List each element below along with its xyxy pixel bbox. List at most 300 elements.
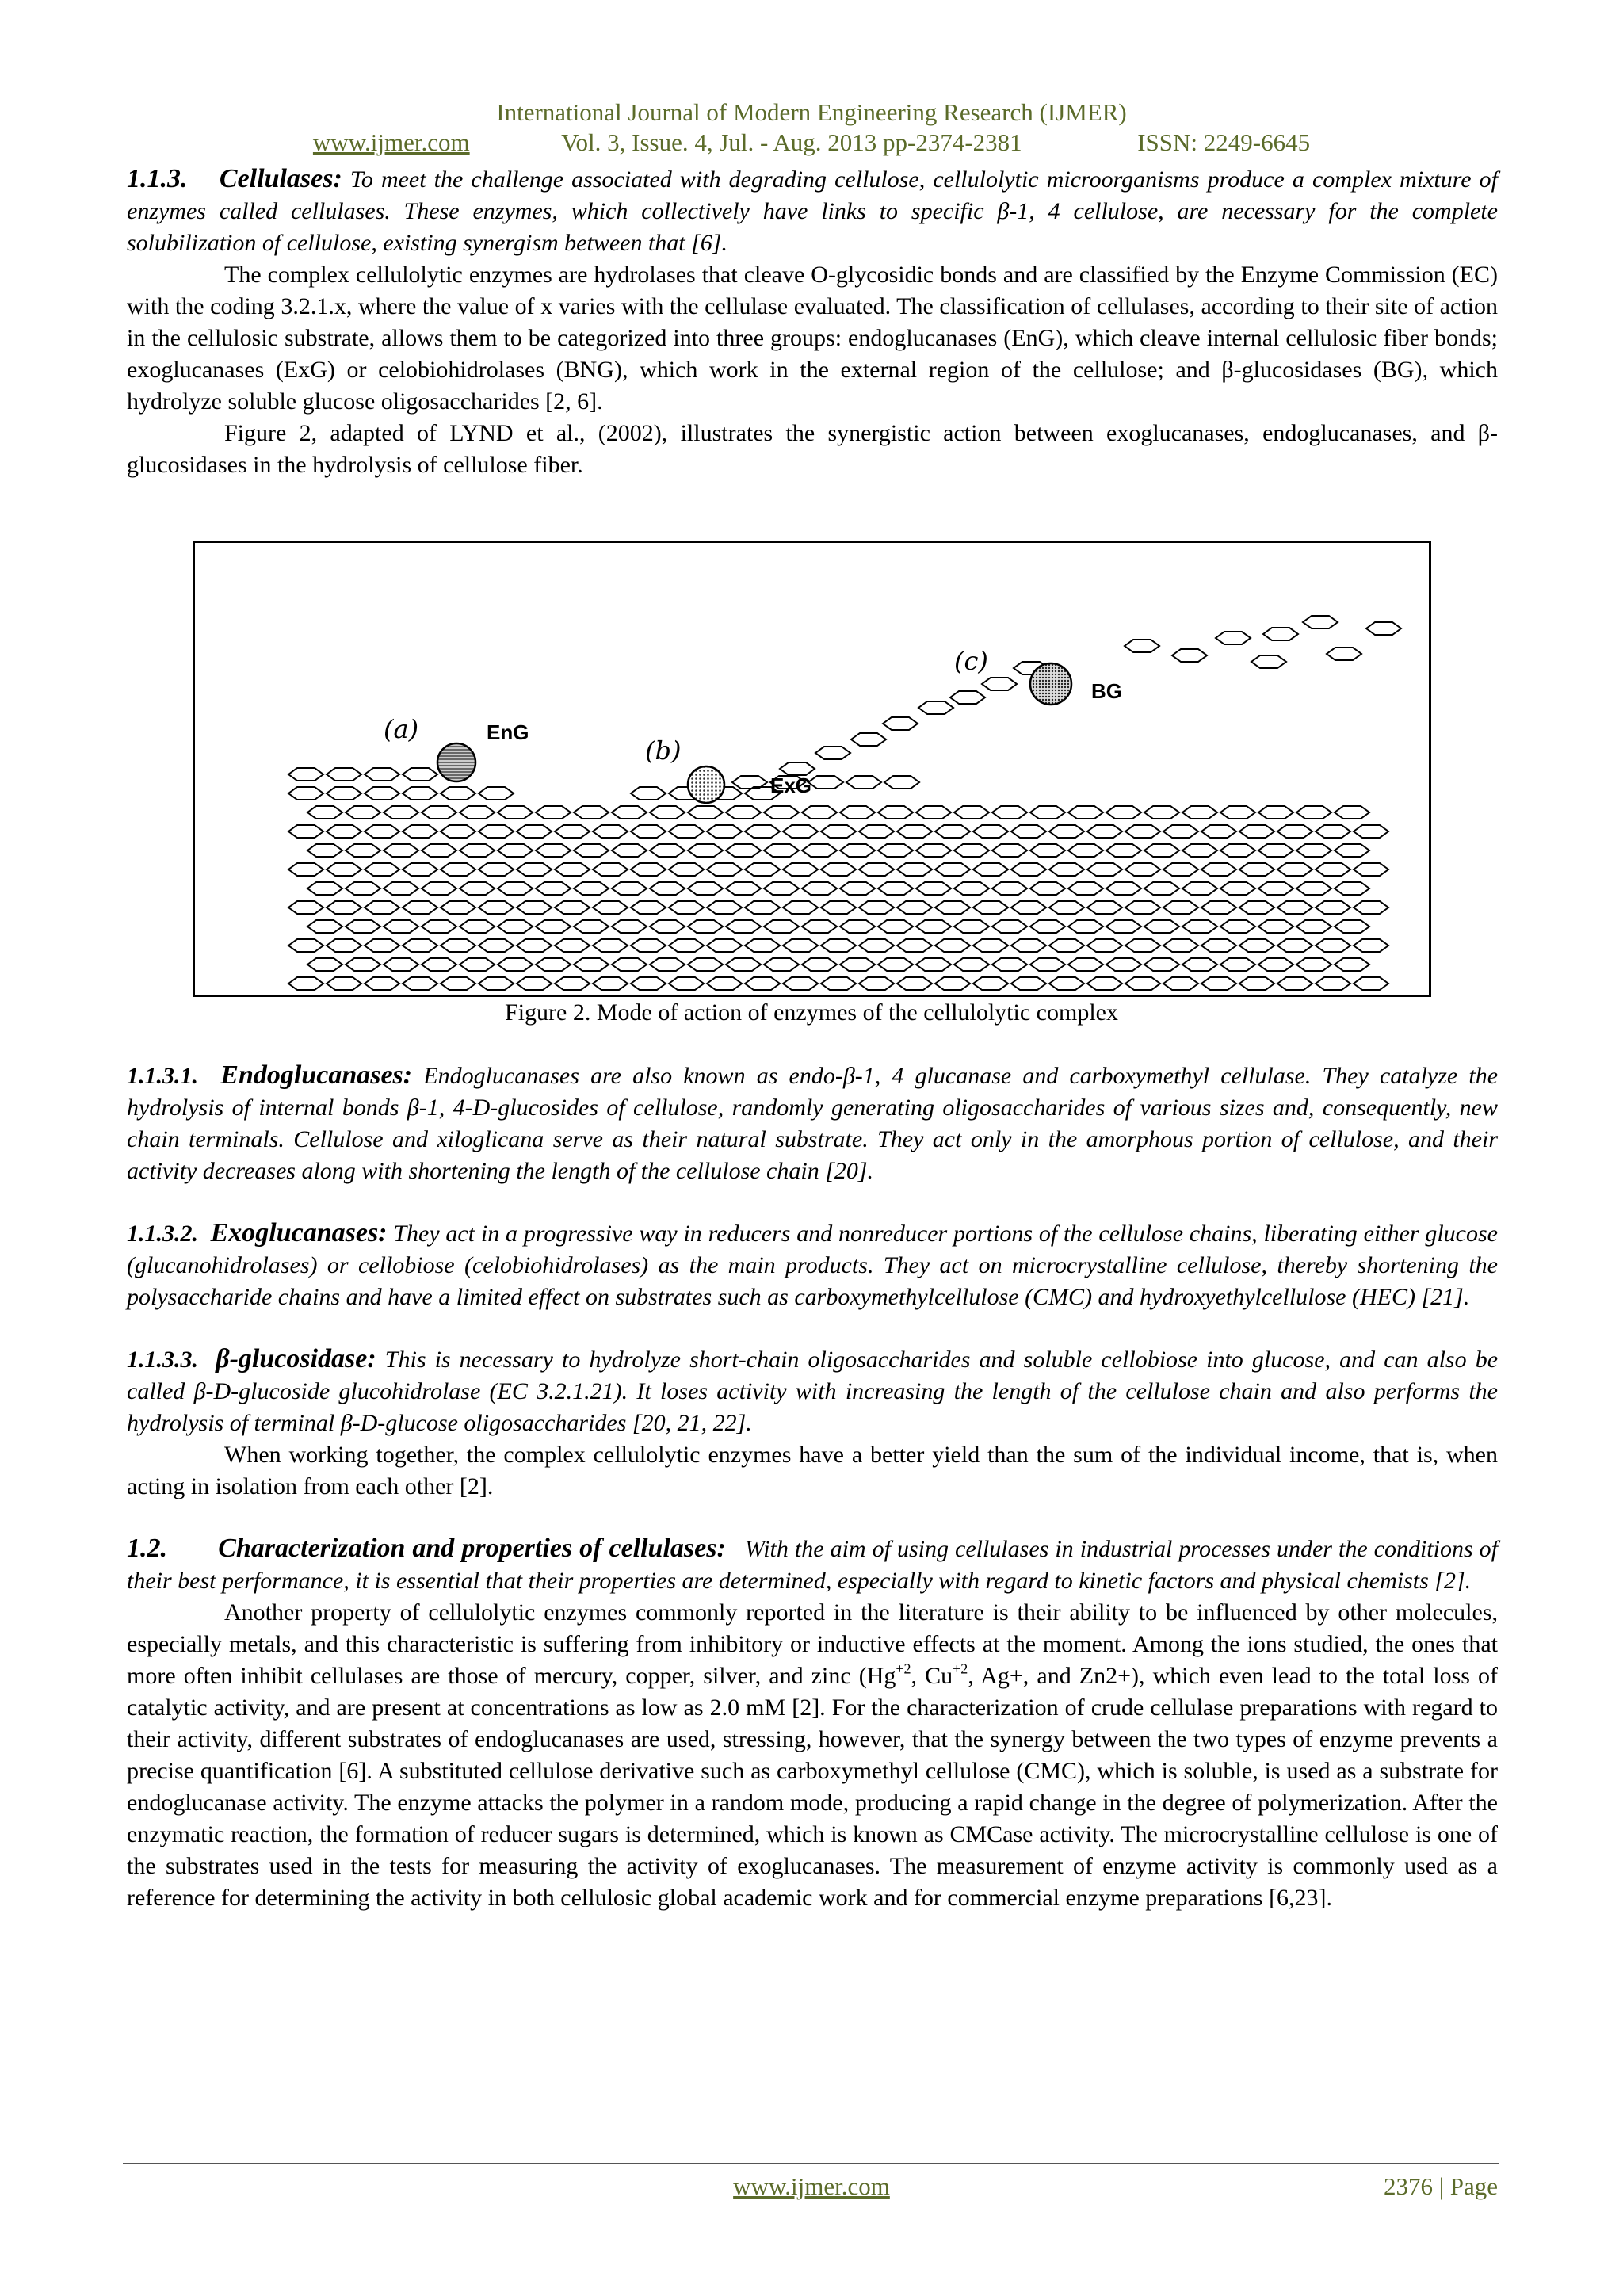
glucose-hexagon <box>851 733 886 746</box>
header-website-link[interactable]: www.ijmer.com <box>312 128 470 156</box>
glucose-hexagon <box>1182 958 1217 971</box>
glucose-hexagon <box>1125 640 1159 652</box>
glucose-hexagon <box>517 825 552 838</box>
glucose-hexagon <box>631 863 666 876</box>
glucose-hexagon <box>327 787 361 800</box>
section-113-number: 1.1.3. <box>127 164 188 193</box>
section-12-para-a: Another property of cellulolytic enzymes commonly reported in the literature is their ability to be influenced by other molecules, especially metals, and this characteristic is suffering from inhibitory or inductive effects at the moment. Among the ions studied, the ones that more often inhibit cellulases are those of mercury, copper, silver, and zinc (Hg <box>127 1599 1498 1689</box>
glucose-hexagon <box>935 825 970 838</box>
glucose-hexagon <box>1087 977 1122 990</box>
footer-website-link[interactable]: www.ijmer.com <box>733 2172 890 2200</box>
glucose-hexagon <box>403 787 437 800</box>
glucose-hexagon <box>479 977 514 990</box>
glucose-hexagon <box>1163 901 1198 914</box>
glucose-hexagon <box>612 844 647 857</box>
glucose-hexagon <box>1030 806 1065 819</box>
glucose-hexagon <box>441 825 475 838</box>
glucose-hexagon <box>1163 977 1198 990</box>
glucose-hexagon <box>897 977 932 990</box>
glucose-hexagon <box>764 882 799 895</box>
glucose-hexagon <box>288 863 323 876</box>
glucose-hexagon <box>1087 863 1122 876</box>
glucose-hexagon <box>631 939 666 952</box>
glucose-hexagon <box>1144 920 1179 933</box>
glucose-hexagon <box>973 901 1008 914</box>
glucose-hexagon <box>1201 863 1236 876</box>
glucose-hexagon <box>365 863 399 876</box>
glucose-hexagon <box>1201 825 1236 838</box>
glucose-hexagon <box>1144 806 1179 819</box>
section-1131-number: 1.1.3.1. <box>127 1063 198 1089</box>
section-12-para-c: , Ag+, and Zn2+), which even lead to the total loss of catalytic activity, and are present at concentrations as low as 2.0 mM [2]. For the characterization of crude cellulase preparations with regard to their activity, different substrates of endoglucanases are used, stressing, however, that the synergy between the two types of enzyme prevents a precise quantification [6]. A substituted cellulose derivative such as carboxymethyl cellulose (CMC), which is soluble, is used as a substrate for endoglucanase activity. The enzyme attacks the polymer in a random mode, producing a rapid change in the degree of polymerization. After the enzymatic reaction, the formation of reducer sugars is determined, which is known as CMCase activity. The microcrystalline cellulose is one of the substrates used in the tests for measuring the activity of exoglucanases. The measurement of enzyme activity is commonly used as a reference for determining the activity in both cellulosic global academic work and for commercial enzyme preparations [6,23]. <box>127 1663 1498 1911</box>
glucose-hexagon <box>1239 901 1274 914</box>
glucose-hexagon <box>517 977 552 990</box>
glucose-hexagon <box>1125 977 1160 990</box>
glucose-hexagon <box>1335 882 1369 895</box>
glucose-hexagon <box>327 939 361 952</box>
glucose-hexagon <box>517 939 552 952</box>
section-1131-text: Endoglucanases are also known as endo-β-1, 4 glucanase and carboxymethyl cellulase. They catalyze the hydrolysis of internal bonds β-1, 4-D-glucosides of cellulose, randomly generating oligosaccharides of various sizes and, consequently, new chain terminals. Cellulose and xiloglicana serve as their natural substrate. They act only in the amorphous portion of cellulose, and their activity decreases along with shortening the length of the cellulose chain [20]. <box>127 1063 1499 1184</box>
glucose-hexagon <box>384 806 418 819</box>
glucose-hexagon <box>1354 901 1388 914</box>
journal-meta <box>0 128 1623 157</box>
glucose-hexagon <box>307 806 342 819</box>
glucose-hexagon <box>479 939 514 952</box>
glucose-hexagon <box>1277 825 1312 838</box>
glucose-hexagon <box>403 901 437 914</box>
section-1132-title: Exoglucanases: <box>210 1218 388 1247</box>
glucose-hexagon <box>1316 939 1350 952</box>
glucose-hexagon <box>441 901 475 914</box>
glucose-hexagon <box>1258 882 1293 895</box>
glucose-hexagon <box>422 920 456 933</box>
glucose-hexagon <box>707 939 742 952</box>
glucose-hexagon <box>1106 882 1141 895</box>
glucose-hexagon <box>859 901 894 914</box>
glucose-hexagon <box>1011 939 1046 952</box>
glucose-hexagon <box>612 958 647 971</box>
glucose-hexagon <box>1201 977 1236 990</box>
glucose-hexagon <box>403 977 437 990</box>
glucose-hexagon <box>574 882 609 895</box>
glucose-hexagon <box>954 806 989 819</box>
glucose-hexagon <box>808 776 843 789</box>
glucose-hexagon <box>1144 958 1179 971</box>
glucose-hexagon <box>593 863 628 876</box>
glucose-hexagon <box>745 863 780 876</box>
section-12-para <box>127 1597 1498 1914</box>
glucose-hexagon <box>1182 882 1217 895</box>
glucose-hexagon <box>846 776 881 789</box>
glucose-hexagon <box>726 844 761 857</box>
glucose-hexagon <box>821 863 856 876</box>
glucose-hexagon <box>954 920 989 933</box>
glucose-hexagon <box>1316 977 1350 990</box>
glucose-hexagon <box>669 825 704 838</box>
glucose-hexagon <box>536 806 571 819</box>
glucose-hexagon <box>307 844 342 857</box>
glucose-hexagon <box>384 958 418 971</box>
glucose-hexagon <box>745 901 780 914</box>
glucose-hexagon <box>1366 622 1401 635</box>
glucose-hexagon <box>916 920 951 933</box>
glucose-hexagon <box>1277 977 1312 990</box>
glucose-hexagon <box>1296 958 1331 971</box>
glucose-hexagon <box>1030 882 1065 895</box>
glucose-hexagon <box>1220 844 1255 857</box>
glucose-hexagon <box>878 844 913 857</box>
glucose-hexagon <box>1354 939 1388 952</box>
header-volume: Vol. 3, Issue. 4, Jul. - Aug. 2013 pp-2374-2381 <box>561 128 1022 156</box>
glucose-hexagon <box>878 806 913 819</box>
glucose-hexagon <box>1125 939 1160 952</box>
glucose-hexagon <box>916 806 951 819</box>
glucose-hexagon <box>288 825 323 838</box>
glucose-hexagon <box>460 958 495 971</box>
glucose-hexagon <box>745 939 780 952</box>
glucose-hexagon <box>631 787 666 800</box>
glucose-hexagon <box>897 825 932 838</box>
section-1132 <box>127 1217 1498 1313</box>
glucose-hexagon <box>574 806 609 819</box>
glucose-hexagon <box>498 958 533 971</box>
glucose-hexagon <box>783 939 818 952</box>
section-12-intro: With the aim of using cellulases in industrial processes under the conditions of their best performance, it is essential that their properties are determined, especially with regard to kinetic factors and physical chemists [2]. <box>127 1536 1499 1594</box>
footer-page-number: 2376 | Page <box>1384 2172 1498 2200</box>
glucose-hexagon <box>954 882 989 895</box>
glucose-hexagon <box>1011 863 1046 876</box>
glucose-hexagon <box>935 939 970 952</box>
glucose-hexagon <box>1163 863 1198 876</box>
glucose-hexagon <box>441 977 475 990</box>
glucose-hexagon <box>1087 825 1122 838</box>
glucose-hexagon <box>650 844 685 857</box>
glucose-hexagon <box>1049 825 1084 838</box>
glucose-hexagon <box>1258 958 1293 971</box>
glucose-hexagon <box>517 863 552 876</box>
glucose-hexagon <box>783 901 818 914</box>
glucose-hexagon <box>1296 806 1331 819</box>
glucose-hexagon <box>802 806 837 819</box>
glucose-hexagon <box>840 844 875 857</box>
glucose-hexagon <box>1316 825 1350 838</box>
glucose-hexagon <box>1335 806 1369 819</box>
glucose-hexagon <box>840 806 875 819</box>
section-1131 <box>127 1060 1498 1187</box>
glucose-hexagon <box>650 958 685 971</box>
glucose-hexagon <box>783 825 818 838</box>
glucose-hexagon <box>288 901 323 914</box>
section-113-para1: The complex cellulolytic enzymes are hydrolases that cleave O-glycosidic bonds and are classified by the Enzyme Commission (EC) with the coding 3.2.1.x, where the value of x varies with the cellulase evaluated. The classification of cellulases, according to their site of action in the cellulosic substrate, allows them to be categorized into three groups: endoglucanases (EnG), which cleave internal cellulosic fiber bonds; exoglucanases (ExG) or celobiohidrolases (BNG), which work in the external region of the cellulose; and β-glucosidases (BG), which hydrolyze soluble glucose oligosaccharides [2, 6]. <box>127 262 1498 415</box>
glucose-hexagon <box>422 958 456 971</box>
glucose-hexagon <box>479 863 514 876</box>
glucose-hexagon <box>764 844 799 857</box>
glucose-hexagon <box>992 958 1027 971</box>
section-12 <box>127 1533 1498 1597</box>
glucose-hexagon <box>327 977 361 990</box>
glucose-hexagon <box>1239 825 1274 838</box>
section-1133-number: 1.1.3.3. <box>127 1347 198 1373</box>
glucose-hexagon <box>555 939 590 952</box>
section-12-para-b: , Cu <box>911 1663 953 1689</box>
figure-caption: Figure 2. Mode of action of enzymes of the cellulolytic complex <box>505 999 1118 1026</box>
glucose-hexagon <box>821 939 856 952</box>
glucose-hexagon <box>688 920 723 933</box>
glucose-hexagon <box>441 787 475 800</box>
glucose-hexagon <box>1030 920 1065 933</box>
glucose-hexagon <box>897 863 932 876</box>
glucose-hexagon <box>1068 958 1103 971</box>
glucose-hexagon <box>878 958 913 971</box>
glucose-hexagon <box>883 717 918 730</box>
figure-cellulolytic-action <box>193 541 1431 997</box>
glucose-hexagon <box>1327 648 1361 660</box>
label-b: (b) <box>645 735 682 766</box>
glucose-hexagon <box>1106 844 1141 857</box>
glucose-hexagon <box>650 920 685 933</box>
glucose-hexagon <box>460 882 495 895</box>
glucose-hexagon <box>1106 806 1141 819</box>
glucose-hexagon <box>688 806 723 819</box>
section-1131-title: Endoglucanases: <box>220 1060 413 1090</box>
glucose-hexagon <box>726 920 761 933</box>
header-issn: ISSN: 2249-6645 <box>1137 128 1311 156</box>
glucose-hexagon <box>732 776 767 789</box>
glucose-hexagon <box>1125 863 1160 876</box>
glucose-hexagon <box>1239 939 1274 952</box>
glucose-hexagon <box>802 882 837 895</box>
glucose-hexagon <box>1087 901 1122 914</box>
glucose-hexagon <box>288 768 323 781</box>
glucose-hexagon <box>346 882 380 895</box>
glucose-hexagon <box>327 768 361 781</box>
glucose-hexagon <box>1049 863 1084 876</box>
glucose-hexagon <box>1125 825 1160 838</box>
glucose-hexagon <box>498 920 533 933</box>
glucose-hexagon <box>1106 920 1141 933</box>
glucose-hexagon <box>441 939 475 952</box>
glucose-hexagon <box>1239 977 1274 990</box>
glucose-hexagon <box>1216 632 1251 644</box>
glucose-hexagon <box>707 901 742 914</box>
section-1133-title: β-glucosidase: <box>216 1344 376 1373</box>
glucose-hexagon <box>555 863 590 876</box>
glucose-hexagon <box>973 825 1008 838</box>
glucose-hexagon <box>346 958 380 971</box>
glucose-hexagon <box>288 787 323 800</box>
glucose-hexagon <box>897 901 932 914</box>
glucose-hexagon <box>916 844 951 857</box>
glucose-hexagon <box>1220 958 1255 971</box>
glucose-hexagon <box>1296 844 1331 857</box>
glucose-hexagon <box>840 882 875 895</box>
glucose-hexagon <box>555 977 590 990</box>
glucose-hexagon <box>821 901 856 914</box>
glucose-hexagon <box>479 901 514 914</box>
glucose-hexagon <box>982 678 1017 690</box>
glucose-hexagon <box>1296 882 1331 895</box>
glucose-hexagon <box>726 882 761 895</box>
glucose-hexagon <box>935 863 970 876</box>
glucose-hexagon <box>1125 901 1160 914</box>
glucose-hexagon <box>1303 616 1338 628</box>
glucose-hexagon <box>346 920 380 933</box>
glucose-hexagon <box>593 901 628 914</box>
glucose-hexagon <box>669 977 704 990</box>
sup-hg: +2 <box>896 1660 911 1677</box>
glucose-hexagon <box>1201 939 1236 952</box>
glucose-hexagon <box>384 882 418 895</box>
glucose-hexagon <box>707 977 742 990</box>
section-113-title: Cellulases: <box>219 164 342 193</box>
glucose-hexagon <box>536 882 571 895</box>
glucose-hexagon <box>1258 920 1293 933</box>
label-eng: EnG <box>487 720 529 744</box>
figure-diagram <box>195 543 1429 995</box>
glucose-hexagon <box>1182 920 1217 933</box>
glucose-hexagon <box>669 901 704 914</box>
glucose-hexagon <box>821 977 856 990</box>
glucose-hexagon <box>1277 863 1312 876</box>
glucose-hexagon <box>365 768 399 781</box>
glucose-hexagon <box>307 882 342 895</box>
text-block-upper <box>127 163 1498 481</box>
glucose-hexagon <box>555 825 590 838</box>
section-1133 <box>127 1343 1498 1439</box>
glucose-hexagon <box>992 920 1027 933</box>
glucose-hexagon <box>859 939 894 952</box>
glucose-hexagon <box>327 901 361 914</box>
glucose-hexagon <box>950 691 985 704</box>
section-113-intro <box>127 163 1498 259</box>
glucose-hexagon <box>1049 939 1084 952</box>
glucose-hexagon <box>815 747 850 759</box>
glucose-hexagon <box>1258 844 1293 857</box>
glucose-hexagon <box>1144 882 1179 895</box>
glucose-hexagon <box>288 939 323 952</box>
section-113-para2: Figure 2, adapted of LYND et al., (2002), illustrates the synergistic action between exoglucanases, endoglucanases, and β-glucosidases in the hydrolysis of cellulose fiber. <box>127 420 1498 478</box>
glucose-hexagon <box>992 882 1027 895</box>
glucose-hexagon <box>935 901 970 914</box>
glucose-hexagon <box>1201 901 1236 914</box>
glucose-hexagon <box>992 844 1027 857</box>
text-block-lower <box>127 1060 1498 1914</box>
glucose-hexagon <box>802 958 837 971</box>
glucose-hexagon <box>593 977 628 990</box>
glucose-hexagon <box>878 882 913 895</box>
glucose-hexagon <box>346 806 380 819</box>
glucose-hexagon <box>992 806 1027 819</box>
section-1133-text: This is necessary to hydrolyze short-chain oligosaccharides and soluble cellobiose into glucose, and can also be called β-D-glucoside glucohidrolase (EC 3.2.1.21). It loses activity with increasing the length of the cellulose chain and also performs the hydrolysis of terminal β-D-glucose oligosaccharides [20, 21, 22]. <box>127 1347 1499 1436</box>
glucose-hexagon <box>307 958 342 971</box>
glucose-hexagon <box>1220 882 1255 895</box>
glucose-hexagon <box>1163 825 1198 838</box>
glucose-hexagon <box>916 958 951 971</box>
glucose-hexagon <box>574 844 609 857</box>
glucose-hexagon <box>1239 863 1274 876</box>
glucose-hexagon <box>973 939 1008 952</box>
glucose-hexagon <box>897 939 932 952</box>
label-c: (c) <box>954 646 988 676</box>
glucose-hexagon <box>840 958 875 971</box>
glucose-hexagon <box>1258 806 1293 819</box>
glucose-hexagon <box>498 882 533 895</box>
glucose-hexagon <box>1316 863 1350 876</box>
glucose-hexagon <box>821 825 856 838</box>
glucose-hexagon <box>1182 806 1217 819</box>
glucose-hexagon <box>1030 844 1065 857</box>
glucose-hexagon <box>422 882 456 895</box>
glucose-hexagon <box>460 920 495 933</box>
glucose-hexagon <box>593 825 628 838</box>
glucose-hexagon <box>365 901 399 914</box>
glucose-hexagon <box>441 863 475 876</box>
glucose-hexagon <box>707 863 742 876</box>
glucose-hexagon <box>650 806 685 819</box>
glucose-hexagon <box>365 977 399 990</box>
eng-enzyme-sphere <box>437 743 475 781</box>
glucose-hexagon <box>707 825 742 838</box>
glucose-hexagon <box>365 787 399 800</box>
glucose-hexagon <box>973 977 1008 990</box>
glucose-hexagon <box>688 882 723 895</box>
glucose-hexagon <box>859 825 894 838</box>
glucose-hexagon <box>384 920 418 933</box>
glucose-hexagon <box>479 787 514 800</box>
glucose-hexagon <box>555 901 590 914</box>
glucose-hexagon <box>1354 863 1388 876</box>
glucose-hexagon <box>745 977 780 990</box>
glucose-hexagon <box>536 920 571 933</box>
glucose-hexagon <box>669 863 704 876</box>
glucose-hexagon <box>884 776 919 789</box>
footer-divider <box>123 2163 1499 2164</box>
label-bg: BG <box>1091 679 1122 703</box>
glucose-hexagon <box>460 844 495 857</box>
glucose-hexagon <box>764 920 799 933</box>
glucose-hexagon <box>1220 920 1255 933</box>
journal-title: International Journal of Modern Engineering Research (IJMER) <box>496 98 1127 126</box>
glucose-hexagon <box>288 977 323 990</box>
sup-cu: +2 <box>953 1660 968 1677</box>
glucose-hexagon <box>346 844 380 857</box>
glucose-hexagon <box>859 863 894 876</box>
glucose-hexagon <box>1316 901 1350 914</box>
glucose-hexagon <box>954 958 989 971</box>
glucose-hexagon <box>1354 825 1388 838</box>
glucose-hexagon <box>973 863 1008 876</box>
glucose-hexagon <box>612 806 647 819</box>
glucose-hexagon <box>1251 655 1286 668</box>
cellulose-fiber-hexagons <box>288 616 1401 995</box>
glucose-hexagon <box>669 939 704 952</box>
glucose-hexagon <box>403 825 437 838</box>
glucose-hexagon <box>650 882 685 895</box>
glucose-hexagon <box>1354 977 1388 990</box>
label-a: (a) <box>384 714 419 744</box>
glucose-hexagon <box>1172 649 1207 662</box>
glucose-hexagon <box>517 901 552 914</box>
glucose-hexagon <box>916 882 951 895</box>
glucose-hexagon <box>403 939 437 952</box>
section-12-title: Characterization and properties of cellulases: <box>218 1534 726 1563</box>
glucose-hexagon <box>1011 901 1046 914</box>
glucose-hexagon <box>365 939 399 952</box>
glucose-hexagon <box>422 806 456 819</box>
glucose-hexagon <box>574 920 609 933</box>
glucose-hexagon <box>460 806 495 819</box>
glucose-hexagon <box>631 901 666 914</box>
